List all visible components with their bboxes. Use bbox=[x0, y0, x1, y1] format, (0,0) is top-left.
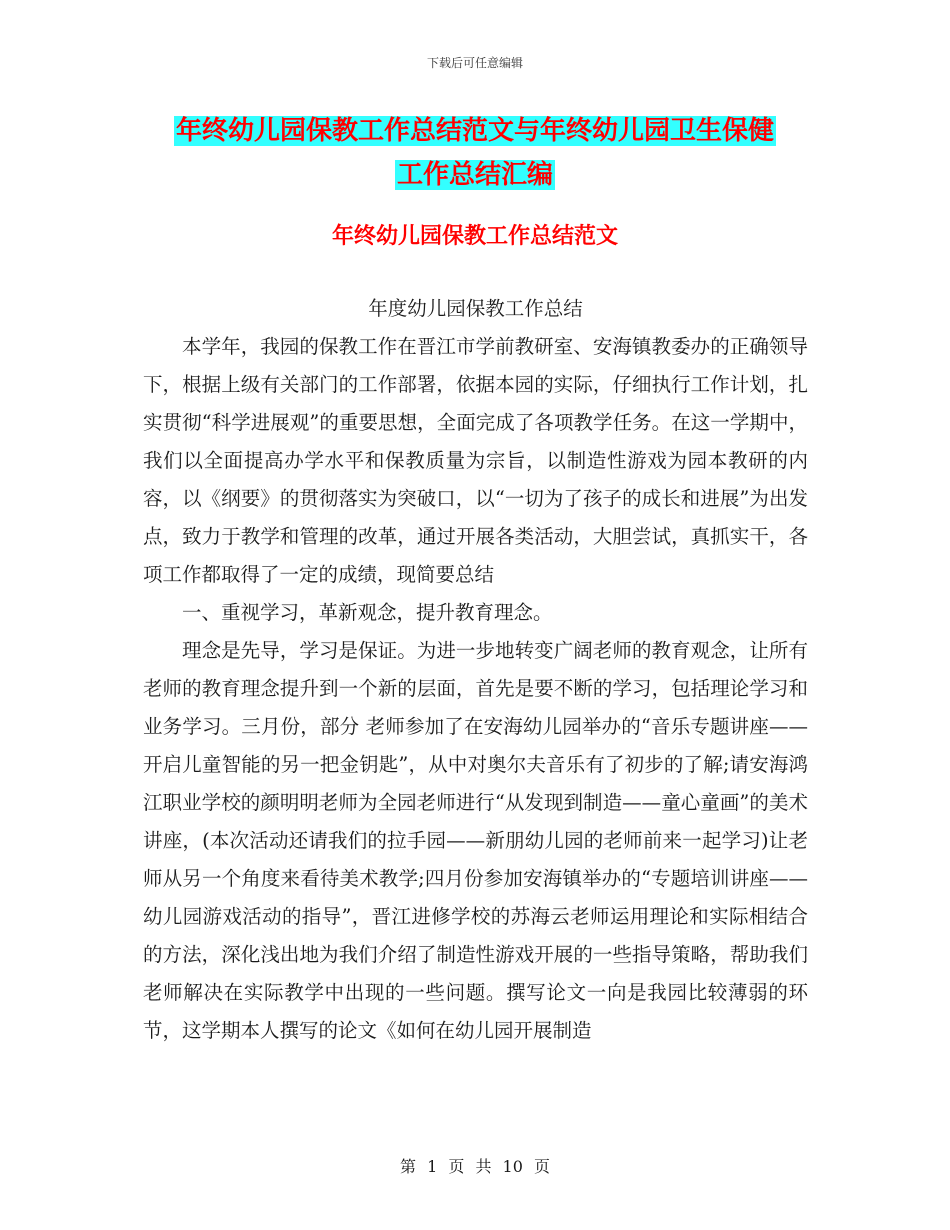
subtitle: 年度幼儿园保教工作总结 bbox=[368, 297, 583, 320]
header-note: 下载后可任意编辑 bbox=[426, 56, 523, 70]
document-title-line-2 bbox=[140, 158, 810, 192]
paragraph-heading-1: 一、重视学习，革新观念，提升教育理念。 bbox=[182, 601, 553, 624]
title-highlight-1: 年终幼儿园保教工作总结范文与年终幼儿园卫生保健 bbox=[175, 116, 774, 146]
section-title: 年终幼儿园保教工作总结范文 bbox=[331, 224, 618, 249]
document-title-line-1 bbox=[140, 114, 810, 148]
paragraph-learning: 理念是先导，学习是保证。为进一步地转变广阔老师的教育观念，让所有老师的教育理念提升到一个新的层面，首先是要不断的学习，包括理论学习和业务学习。三月份，部分 老师参加了在安海幼儿园举办的“音乐专题讲座——开启儿童智能的另一把金钥匙”，从中对奥尔夫音乐有了初步的了解;请安海鸿江职业学校的颜明明老师为全园老师进行“从发现到制造——童心童画”的美术讲座，(本次活动还请我们的拉手园——新朋幼儿园的老师前来一起学习)让老师从另一个角度来看待美术教学;四月份参加安海镇举办的“专题培训讲座——幼儿园游戏活动的指导”，晋江进修学校的苏海云老师运用理论和实际相结合的方法，深化浅出地为我们介绍了制造性游戏开展的一些指导策略，帮助我们老师解决在实际教学中出现的一些问题。撰写论文一向是我园比较薄弱的环节，这学期本人撰写的论文《如何在幼儿园开展制造 bbox=[143, 639, 808, 1042]
document-body bbox=[143, 290, 808, 1050]
title-highlight-2: 工作总结汇编 bbox=[396, 160, 553, 190]
paragraph-intro: 本学年，我园的保教工作在晋江市学前教研室、安海镇教委办的正确领导下，根据上级有关部门的工作部署，依据本园的实际，仔细执行工作计划，扎实贯彻“科学进展观”的重要思想，全面完成了各项教学任务。在这一学期中，我们以全面提高办学水平和保教质量为宗旨，以制造性游戏为园本教研的内容，以《纲要》的贯彻落实为突破口，以“一切为了孩子的成长和进展”为出发点，致力于教学和管理的改革，通过开展各类活动，大胆尝试，真抓实干，各项工作都取得了一定的成绩，现简要总结 bbox=[143, 335, 808, 586]
page-footer: 第 1 页 共 10 页 bbox=[400, 1157, 550, 1176]
